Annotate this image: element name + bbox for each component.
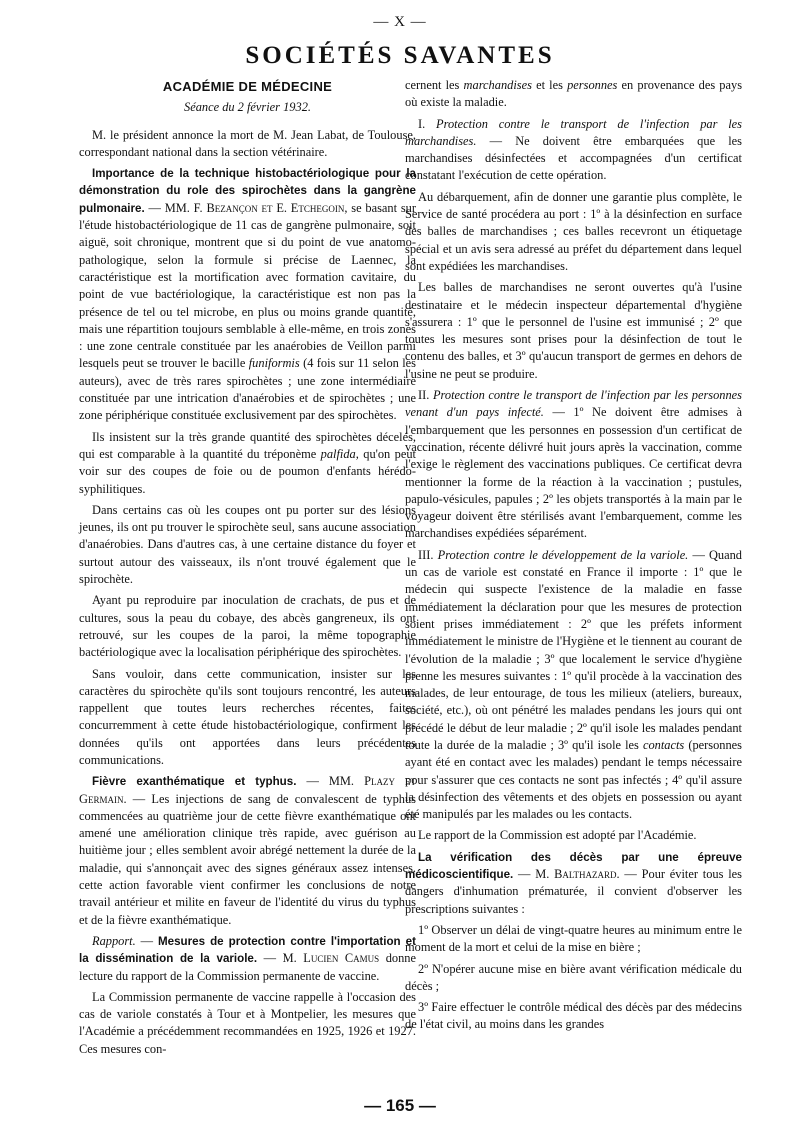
section-title: ACADÉMIE DE MÉDECINE (162, 79, 333, 94)
paragraph-death-notice: M. le président annonce la mort de M. Jean Labat, de Toulouse, correspondant national dans la section vétérinaire. (79, 127, 416, 159)
communication-title: Mesures de protection contre l'importation et la dissémination de la variole. (79, 934, 416, 966)
page-title: SOCIÉTÉS SAVANTES (245, 42, 555, 69)
paragraph-protection-persons: II. Protection contre le transport de l'infection par les personnes venant d'un pays infecté. — 1º Ne doivent être admises à l'embarquement que les personnes en possession d'un certificat de vaccination, récente délivré huit jours après la vaccination, comme l'exige le règlement des vaccinations publiques. Ce certificat devra mentionner la forme de la réaction à la vaccination ; pustules, papulo-vésicules, papules ; 2º les objets transportés à la main par le voyageur doivent être stérilisés avant l'embarquement, comme les marchandises expédiées séparément. (405, 388, 743, 541)
paragraph-report-adopted: Le rapport de la Commission est adopté par l'Académie. (418, 828, 697, 843)
paragraph-disembarkation: Au débarquement, afin de donner une garantie plus complète, le Service de santé procédera au port : 1º à la désinfection en surface des balles de marchandises ; ces balles recevront un étiquetage spécial et un avis sera adressé au préfet du département dans lequel sont expédiées les marchandises. (405, 189, 742, 273)
roman-page-marker: — X — (373, 14, 427, 30)
paragraph-conclusion: Sans vouloir, dans cette communication, insister sur les caractères du spirochète qu'ils sont toujours rencontré, les auteurs rappellent que toutes leurs recherches récentes, faites concurremment à cette étude histobactériologique, confirment les données qu'ils ont apportées dans leurs précédentes communications. (79, 666, 416, 767)
paragraph-protection-development: III. Protection contre le développement de la variole. — Quand un cas de variole est constaté en France il importe : 1º que le médecin qui suspecte l'existence de la maladie en fasse immédiatement la déclaration pour que les mesures de protection soient prises immédiatement : 2º que les préfets informent immédiatement le ministre de l'Hygiène et le tiennent au courant de l'évolution de la maladie ; 3º que localement le service d'hygiène prenne les mesures suivantes : 1º qu'il procède à la vaccination des malades, de leur entourage, de tous les milieux (ateliers, bureaux, société, etc.), où ont pénétré les malades pendans les jours qui ont précédé le début de leur maladie ; 2º qu'il isole les malades pendant toute la durée de la maladie ; 3º qu'il isole les contacts (personnes ayant été en contact avec les malades) pendant le temps nécessaire pour s'assurer que ces contacts ne sont pas infectés ; 4º qu'il assure la désinfection des vêtements et des objets en possession ou ayant été manipulés par les malades ou les contacts. (405, 547, 743, 822)
authors: F. Bezançon et E. Etchegoin, (193, 200, 348, 215)
prescription-item-3: 3º Faire effectuer le contrôle médical des décès par des médecins de l'état civil, au moins dans les grandes (405, 1000, 742, 1032)
paragraph-inoculation: Ayant pu reproduire par inoculation de crachats, de pus et de cultures, sous la peau du cobaye, des abcès gangreneux, ils ont retrouvé, sur les coupes de la paroi, la même topographie bactériologique avec la localisation périphérique des spirochètes. (79, 593, 416, 660)
paragraph-protection-goods: I. Protection contre le transport de l'infection par les marchandises. — Ne doivent être embarquées que les marchandises désinfectées et accompagnées d'un certificat constatant l'exécution de cette opération. (405, 116, 742, 183)
paragraph-histobacteriology: Importance de la technique histobactériologique pour la démonstration du role des spirochètes dans la gangrène pulmonaire. — MM. F. Bezançon et E. Etchegoin, se basant sur l'étude histobactériologique de 11 cas de gangrène pulmonaire, soit aiguë, soit chronique, montrent que si du point de vue anatomo-pathologique, selon la formule si précise de Laennec, la caractéristique est la mortification avec formation cavitaire, du point de vue bactériologique, la caractéristique est non pas la présence de tel ou tel microbe, en plus ou moins grande quantité, mais une répartition toujours semblable à elle-même, en trois zones : une zone centrale constituée par les anaérobies de Veillon parmi lesquels peut se trouver le bacille funiformis (4 fois sur 11 selon les auteurs), avec de très rares spirochètes ; une zone intermédiaire constituée par une intrication d'anaérobies et de spirochètes ; une zone périphérique constituée exclusivement par des spirochètes. (79, 167, 416, 423)
page-number: — 165 — (364, 1096, 436, 1115)
paragraph-typhus: Fièvre exanthématique et typhus. — MM. Plazy et Germain. — Les injections de sang de convalescent de typhus commencées au quatrième jour de cette fièvre exanthématique ont amené une amélioration clinique très rapide, avec guérison au huitième jour ; elles semblent avoir abrégé nettement la durée de la maladie, qui s'annonçait avec des signes généraux assez intenses. cette action favorable vient confirmer les conclusions de notre travail antérieur et milite en faveur de l'identité du virus du typhus et de la fièvre exanthématique. (79, 774, 416, 927)
paragraph-bales: Les balles de marchandises ne seront ouvertes qu'à l'usine destinataire et le médecin inspecteur départemental d'hygiène s'assurera : 1º que le personnel de l'usine est immunisé ; 2º que toutes les mesures sont prises pour la désinfection de tout le contenu des balles, et 3º qu'aucun transport de germes en dehors de l'usine ne peut se produire. (405, 280, 742, 381)
authors: Balthazard. (554, 867, 620, 882)
communication-title: Importance de la technique histobactériologique pour la démonstration du role des spirochètes dans la gangrène pulmonaire. (79, 167, 416, 215)
paragraph-continuation: cernent les marchandises et les personnes en provenance des pays où existe la maladie. (405, 78, 743, 110)
right-column (405, 77, 742, 1038)
paragraph-variola-report: Rapport. — Mesures de protection contre l'importation et la dissémination de la variole. — M. Lucien Camus donne lecture du rapport de la Commission permanente de vaccine. (79, 933, 416, 983)
authors: Plazy et Germain. (79, 774, 416, 806)
session-date: Séance du 2 février 1932. (184, 100, 311, 115)
authors: Lucien Camus (303, 951, 380, 966)
prescription-item-2: 2º N'opérer aucune mise en bière avant vérification médicale du décès ; (405, 961, 742, 993)
paragraph-commission: La Commission permanente de vaccine rappelle à l'occasion des cas de variole constatés à Tour et à Montpelier, les mesures que l'Académie a précédemment recommandées en 1925, 1926 et 1927. Ces mesures con- (79, 989, 416, 1056)
paragraph-death-verification: La vérification des décès par une épreuve médicoscientifique. — M. Balthazard. — Pour éviter tous les dangers d'inhumation prématurée, il convient d'observer les prescriptions suivantes : (405, 850, 742, 916)
left-column (79, 77, 416, 1062)
paragraph-young-lesions: Dans certains cas où les coupes ont pu porter sur des lésions jeunes, ils ont pu trouver le spirochète seul, sans aucune association d'anaérobies. Dans d'autres cas, à une certaine distance du foyer et surtout autour des vaisseaux, ils n'ont trouvé également que le spirochète. (79, 502, 416, 587)
communication-title: Fièvre exanthématique et typhus. (92, 775, 297, 789)
paragraph-spirochetes-quantity: Ils insistent sur la très grande quantité des spirochètes décelés, qui est comparable à la quantité du tréponème palfida, qu'on peut voir sur des coupes de foie ou de poumon d'enfants hérédo-syphilitiques. (79, 429, 416, 496)
prescription-item-1: 1º Observer un délai de vingt-quatre heures au minimum entre le moment de la mort et celui de la mise en bière ; (405, 922, 742, 955)
communication-title: La vérification des décès par une épreuve médicoscientifique. (405, 850, 742, 882)
